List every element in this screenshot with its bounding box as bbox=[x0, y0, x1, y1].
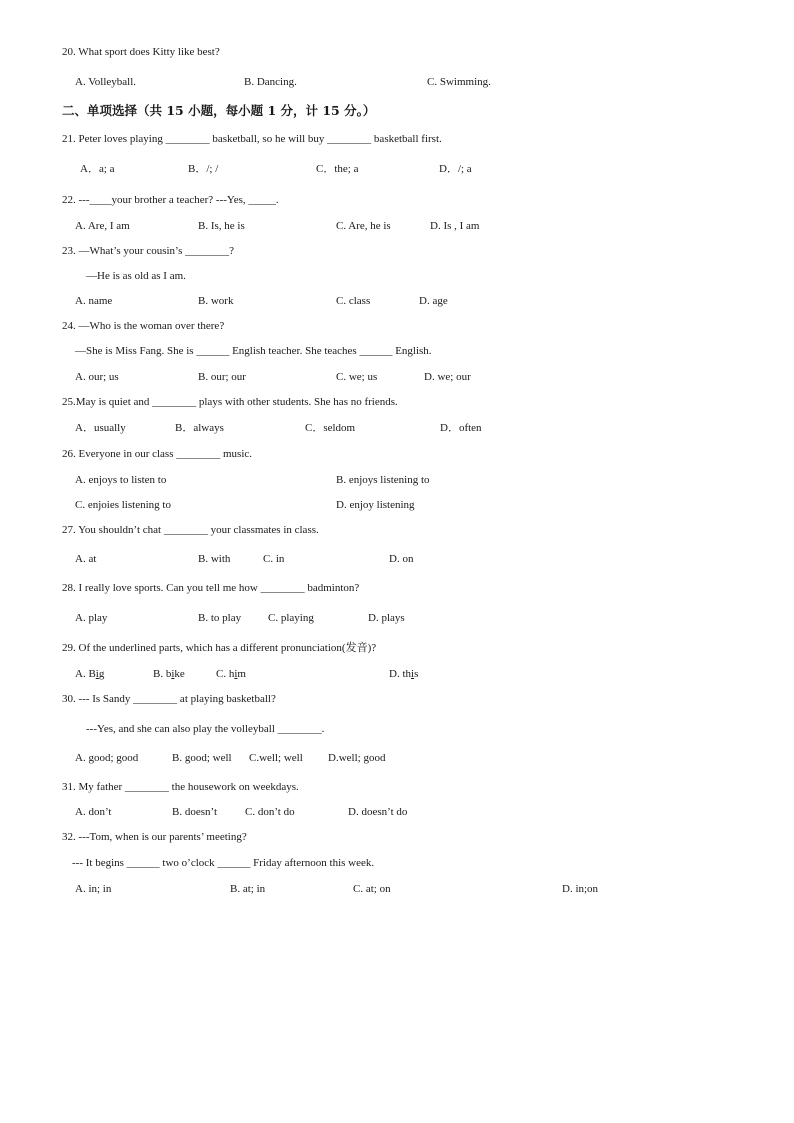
question-21-option-d: D．/; a bbox=[439, 163, 472, 175]
question-32-option-b: B. at; in bbox=[230, 883, 266, 895]
question-22-option-c: C. Are, he is bbox=[336, 220, 391, 232]
question-29-stem: 29. Of the underlined parts, which has a different pronunciation(发音)? bbox=[62, 642, 377, 654]
question-24-option-b: B. our; our bbox=[198, 371, 246, 383]
question-22-option-a: A. Are, I am bbox=[75, 220, 130, 232]
question-31-option-a: A. don’t bbox=[75, 806, 112, 818]
question-24-stem: 24. —Who is the woman over there? bbox=[62, 320, 225, 332]
question-22-option-b: B. Is, he is bbox=[198, 220, 245, 232]
question-22-option-d: D. Is , I am bbox=[430, 220, 480, 232]
question-30-stem: 30. --- Is Sandy ________ at playing basketball? bbox=[62, 693, 276, 705]
question-31-option-d: D. doesn’t do bbox=[348, 806, 408, 818]
question-23-option-b: B. work bbox=[198, 295, 234, 307]
question-24-option-a: A. our; us bbox=[75, 371, 119, 383]
question-24-response: —She is Miss Fang. She is ______ English teacher. She teaches ______ English. bbox=[75, 345, 432, 357]
question-25-option-b: B．always bbox=[175, 422, 224, 434]
question-28-option-d: D. plays bbox=[368, 612, 405, 624]
question-21-option-a: A．a; a bbox=[80, 163, 115, 175]
question-26-option-d: D. enjoy listening bbox=[336, 499, 415, 511]
question-30-option-d: D.well; good bbox=[328, 752, 386, 764]
question-29-option-b: B. bike bbox=[153, 668, 185, 680]
section-2-heading: 二、单项选择（共 15 小题，每小题 1 分，计 15 分。） bbox=[62, 103, 376, 118]
question-27-option-c: C. in bbox=[263, 553, 285, 565]
question-32-response: --- It begins ______ two o’clock ______ Friday afternoon this week. bbox=[72, 857, 375, 869]
question-26-stem: 26. Everyone in our class ________ music. bbox=[62, 448, 253, 460]
question-31-stem: 31. My father ________ the housework on weekdays. bbox=[62, 781, 299, 793]
question-31-option-b: B. doesn’t bbox=[172, 806, 218, 818]
question-25-option-d: D．often bbox=[440, 422, 482, 434]
question-24-option-c: C. we; us bbox=[336, 371, 378, 383]
question-23-response: —He is as old as I am. bbox=[86, 270, 186, 282]
question-21-option-c: C．the; a bbox=[316, 163, 359, 175]
question-28-option-c: C. playing bbox=[268, 612, 314, 624]
question-20-option-b: B. Dancing. bbox=[244, 76, 297, 88]
question-23-option-d: D. age bbox=[419, 295, 448, 307]
question-27-option-a: A. at bbox=[75, 553, 97, 565]
question-25-option-a: A．usually bbox=[75, 422, 126, 434]
question-25-stem: 25.May is quiet and ________ plays with other students. She has no friends. bbox=[62, 396, 398, 408]
question-28-option-b: B. to play bbox=[198, 612, 242, 624]
question-30-option-b: B. good; well bbox=[172, 752, 232, 764]
question-32-option-d: D. in;on bbox=[562, 883, 599, 895]
question-29-option-a: A. Big bbox=[75, 668, 105, 680]
question-21-option-b: B．/; / bbox=[188, 163, 219, 175]
question-29-option-d: D. this bbox=[389, 668, 419, 680]
question-32-option-c: C. at; on bbox=[353, 883, 391, 895]
question-26-option-a: A. enjoys to listen to bbox=[75, 474, 167, 486]
question-24-option-d: D. we; our bbox=[424, 371, 471, 383]
question-27-option-b: B. with bbox=[198, 553, 231, 565]
question-30-option-c: C.well; well bbox=[249, 752, 303, 764]
question-23-stem: 23. —What’s your cousin’s ________? bbox=[62, 245, 235, 257]
question-30-option-a: A. good; good bbox=[75, 752, 139, 764]
question-26-option-b: B. enjoys listening to bbox=[336, 474, 430, 486]
question-20-option-c: C. Swimming. bbox=[427, 76, 491, 88]
question-28-option-a: A. play bbox=[75, 612, 108, 624]
question-30-response: ---Yes, and she can also play the volleyball ________. bbox=[86, 723, 325, 735]
question-21-stem: 21. Peter loves playing ________ basketball, so he will buy ________ basketball first. bbox=[62, 133, 442, 145]
question-27-option-d: D. on bbox=[389, 553, 414, 565]
question-23-option-c: C. class bbox=[336, 295, 371, 307]
question-22-stem: 22. ---____your brother a teacher? ---Yes, _____. bbox=[62, 194, 279, 206]
question-32-stem: 32. ---Tom, when is our parents’ meeting? bbox=[62, 831, 247, 843]
question-23-option-a: A. name bbox=[75, 295, 113, 307]
question-26-option-c: C. enjoies listening to bbox=[75, 499, 171, 511]
question-28-stem: 28. I really love sports. Can you tell me how ________ badminton? bbox=[62, 582, 360, 594]
question-20-stem: 20. What sport does Kitty like best? bbox=[62, 46, 220, 58]
question-25-option-c: C．seldom bbox=[305, 422, 356, 434]
question-32-option-a: A. in; in bbox=[75, 883, 112, 895]
question-29-option-c: C. him bbox=[216, 668, 246, 680]
question-27-stem: 27. You shouldn’t chat ________ your classmates in class. bbox=[62, 524, 319, 536]
question-20-option-a: A. Volleyball. bbox=[75, 76, 137, 88]
question-31-option-c: C. don’t do bbox=[245, 806, 295, 818]
